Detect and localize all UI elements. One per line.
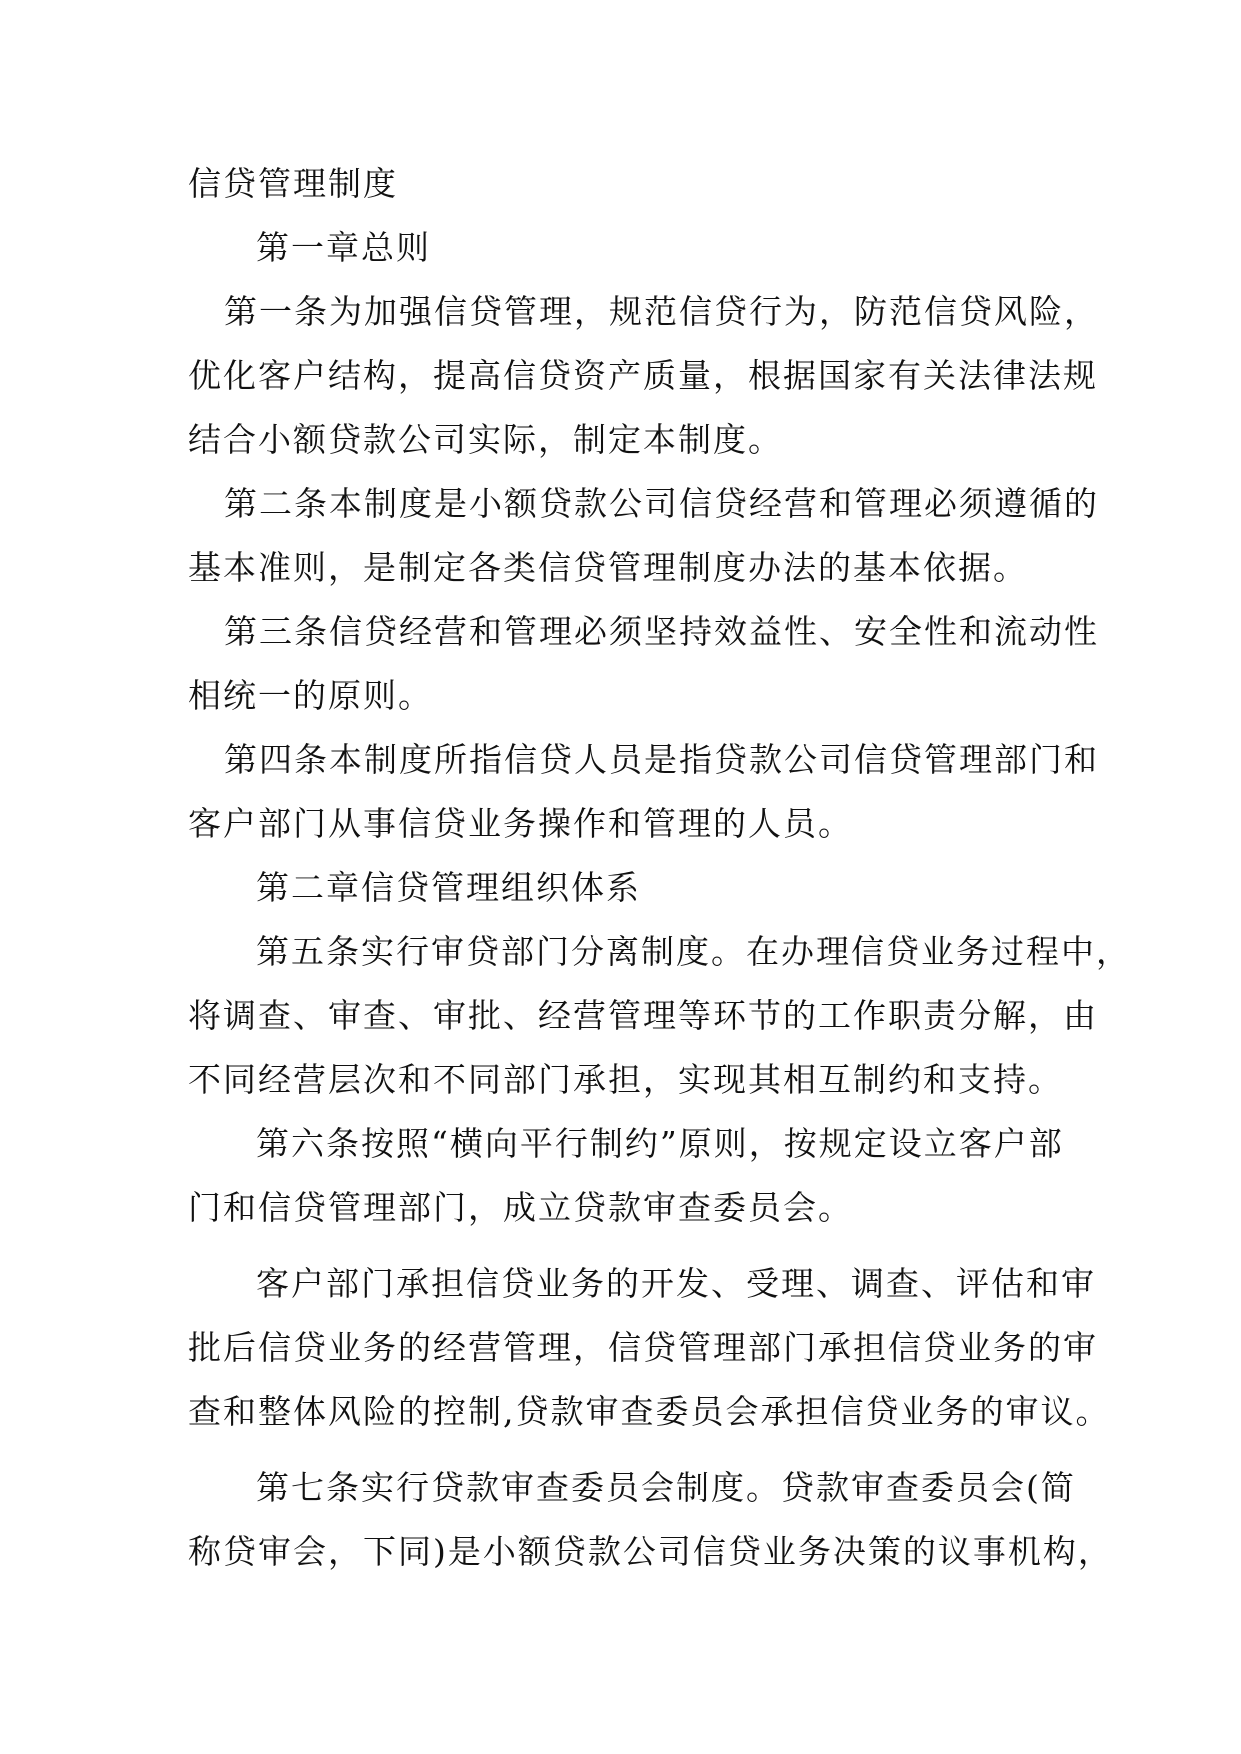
article-2-line-2: 基本准则，是制定各类信贷管理制度办法的基本依据。 xyxy=(188,548,1028,587)
article-6-line-2: 门和信贷管理部门，成立贷款审查委员会。 xyxy=(188,1188,853,1227)
article-5-line-1: 第五条实行审贷部门分离制度。在办理信贷业务过程中， xyxy=(256,932,1131,971)
article-3-line-2: 相统一的原则。 xyxy=(188,676,433,715)
chapter-2-heading: 第二章信贷管理组织体系 xyxy=(256,868,641,907)
article-7-line-1: 第七条实行贷款审查委员会制度。贷款审查委员会(简 xyxy=(256,1468,1076,1507)
article-4-line-1: 第四条本制度所指信贷人员是指贷款公司信贷管理部门和 xyxy=(224,740,1099,779)
article-6-line-1: 第六条按照“横向平行制约”原则，按规定设立客户部 xyxy=(256,1124,1064,1163)
article-4-line-2: 客户部门从事信贷业务操作和管理的人员。 xyxy=(188,804,853,843)
article-1-line-1: 第一条为加强信贷管理，规范信贷行为，防范信贷风险， xyxy=(224,292,1099,331)
article-5-line-3: 不同经营层次和不同部门承担，实现其相互制约和支持。 xyxy=(188,1060,1063,1099)
paragraph-line-1: 客户部门承担信贷业务的开发、受理、调查、评估和审 xyxy=(256,1264,1096,1303)
article-7-line-2: 称贷审会，下同)是小额贷款公司信贷业务决策的议事机构， xyxy=(188,1532,1113,1571)
article-1-line-3: 结合小额贷款公司实际，制定本制度。 xyxy=(188,420,783,459)
paragraph-line-3: 查和整体风险的控制,贷款审查委员会承担信贷业务的审议。 xyxy=(188,1392,1111,1431)
paragraph-line-2: 批后信贷业务的经营管理，信贷管理部门承担信贷业务的审 xyxy=(188,1328,1098,1367)
article-3-line-1: 第三条信贷经营和管理必须坚持效益性、安全性和流动性 xyxy=(224,612,1099,651)
article-5-line-2: 将调查、审查、审批、经营管理等环节的工作职责分解，由 xyxy=(188,996,1098,1035)
chapter-1-heading: 第一章总则 xyxy=(256,228,431,267)
article-2-line-1: 第二条本制度是小额贷款公司信贷经营和管理必须遵循的 xyxy=(224,484,1099,523)
article-1-line-2: 优化客户结构，提高信贷资产质量，根据国家有关法律法规 xyxy=(188,356,1098,395)
document-title: 信贷管理制度 xyxy=(188,164,398,203)
